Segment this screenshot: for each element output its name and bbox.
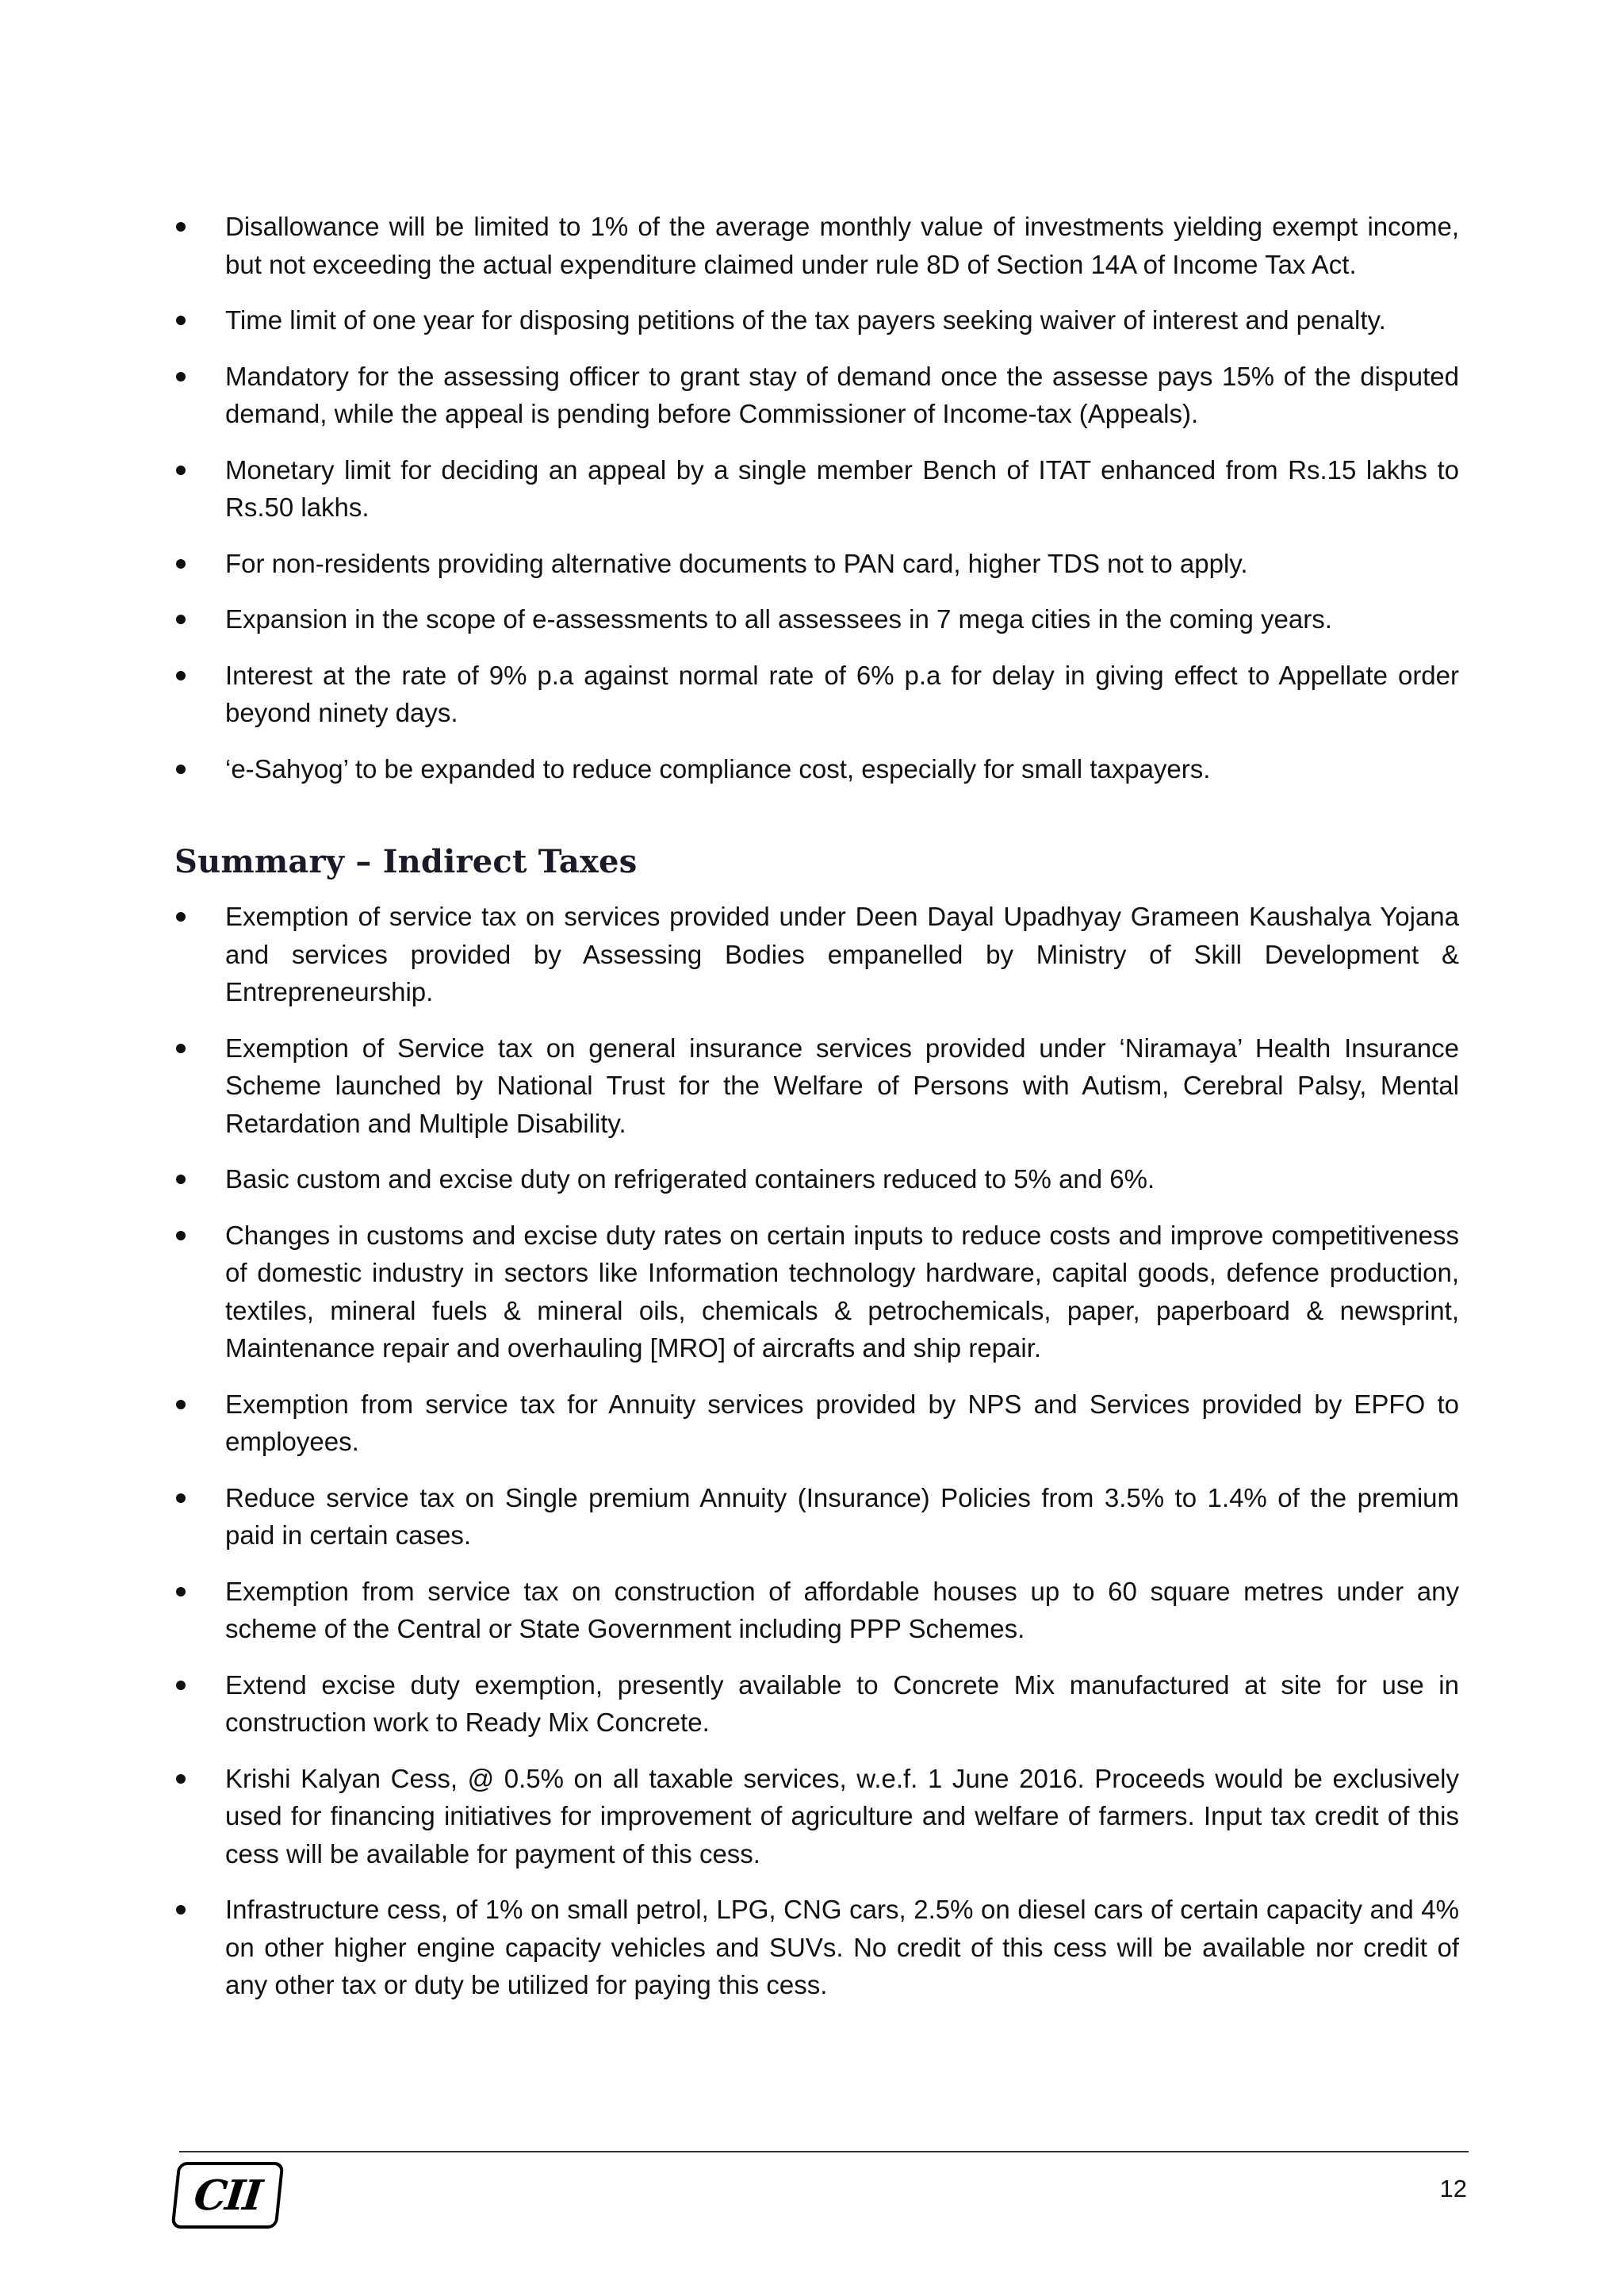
bullet-icon <box>176 1400 186 1409</box>
footer-divider <box>179 2151 1469 2152</box>
page-number: 12 <box>1439 2175 1467 2202</box>
bullet-icon <box>176 1774 186 1784</box>
section-heading-indirect-taxes: Summary – Indirect Taxes <box>174 843 638 880</box>
bullet-icon <box>176 1044 186 1053</box>
bullet-icon <box>176 466 186 475</box>
list-item-text: Exemption from service tax on construction of affordable houses up to 60 square metres under any scheme of the Central or State Government including PPP Schemes. <box>225 1576 1459 1643</box>
list-item-text: Extend excise duty exemption, presently available to Concrete Mix manufactured at site for use in construction work to Ready Mix Concrete. <box>225 1669 1459 1737</box>
list-item-text: For non-residents providing alternative documents to PAN card, higher TDS not to apply. <box>225 548 1248 578</box>
list-item-text: ‘e-Sahyog’ to be expanded to reduce compliance cost, especially for small taxpayers. <box>225 753 1211 784</box>
list-item-text: Monetary limit for deciding an appeal by a single member Bench of ITAT enhanced from Rs.15 lakhs to Rs.50 lakhs. <box>225 454 1459 522</box>
list-item-text: Reduce service tax on Single premium Annuity (Insurance) Policies from 3.5% to 1.4% of the premium paid in certain cases. <box>225 1482 1459 1550</box>
list-item-text: Disallowance will be limited to 1% of the average monthly value of investments yielding exempt income, but not exceeding the actual expenditure claimed under rule 8D of Section 14A of Income Tax Act. <box>225 212 1459 279</box>
list-item <box>174 358 1459 433</box>
list-item-text: Changes in customs and excise duty rates on certain inputs to reduce costs and improve competitiveness of domestic industry in sectors like Information technology hardware, capital goods, defence production, textiles, mineral fuels & mineral oils, chemicals & petrochemicals, paper, paperboard & newsprint, Maintenance repair and overhauling [MRO] of aircrafts and ship repair. <box>225 1220 1459 1363</box>
list-item <box>174 657 1459 732</box>
indirect-tax-list <box>174 898 1459 2004</box>
list-item <box>174 208 1459 283</box>
bullet-icon <box>176 615 186 624</box>
bullet-icon <box>176 1231 186 1240</box>
bullet-icon <box>176 316 186 325</box>
list-item-text: Infrastructure cess, of 1% on small petrol, LPG, CNG cars, 2.5% on diesel cars of certain capacity and 4% on other higher engine capacity vehicles and SUVs. No credit of this cess will be available nor credit of any other tax or duty be utilized for paying this cess. <box>225 1895 1459 1999</box>
list-item <box>174 1029 1459 1143</box>
list-item <box>174 1666 1459 1742</box>
bullet-icon <box>176 912 186 922</box>
bullet-icon <box>176 1587 186 1596</box>
list-item <box>174 1160 1459 1198</box>
list-item-text: Expansion in the scope of e-assessments to all assessees in 7 mega cities in the coming years. <box>225 604 1332 634</box>
bullet-icon <box>176 1905 186 1915</box>
list-item-text: Basic custom and excise duty on refrigerated containers reduced to 5% and 6%. <box>225 1164 1155 1194</box>
list-item-text: Exemption of Service tax on general insurance services provided under ‘Niramaya’ Health Insurance Scheme launched by National Trust for the Welfare of Persons with Autism, Cerebral Palsy, Mental Retardation and Multiple Disability. <box>225 1033 1459 1138</box>
list-item <box>174 750 1459 788</box>
bullet-icon <box>176 222 186 232</box>
list-item-text: Exemption from service tax for Annuity services provided by NPS and Services provided by EPFO to employees. <box>225 1389 1459 1456</box>
list-item <box>174 898 1459 1011</box>
list-item <box>174 1386 1459 1461</box>
list-item <box>174 301 1459 339</box>
bullet-icon <box>176 372 186 381</box>
bullet-icon <box>176 1175 186 1184</box>
cii-logo: CII <box>171 2162 285 2229</box>
bullet-icon <box>176 1493 186 1503</box>
list-item <box>174 600 1459 638</box>
list-item <box>174 1217 1459 1367</box>
page-content <box>174 208 1459 2022</box>
bullet-icon <box>176 1681 186 1690</box>
list-item <box>174 1891 1459 2004</box>
list-item <box>174 1760 1459 1873</box>
list-item <box>174 1479 1459 1554</box>
list-item <box>174 545 1459 583</box>
list-item <box>174 1573 1459 1648</box>
bullet-icon <box>176 559 186 569</box>
list-item-text: Krishi Kalyan Cess, @ 0.5% on all taxable services, w.e.f. 1 June 2016. Proceeds would be exclusively used for financing initiatives for improvement of agriculture and welfare of farmers. Input tax credit of this cess will be available for payment of this cess. <box>225 1763 1459 1869</box>
bullet-icon <box>176 671 186 680</box>
list-item-text: Mandatory for the assessing officer to grant stay of demand once the assesse pays 15% of the disputed demand, while the appeal is pending before Commissioner of Income-tax (Appeals). <box>225 361 1459 428</box>
list-item-text: Interest at the rate of 9% p.a against normal rate of 6% p.a for delay in giving effect to Appellate order beyond ninety days. <box>225 660 1459 727</box>
direct-tax-list <box>174 208 1459 788</box>
bullet-icon <box>176 765 186 774</box>
list-item <box>174 451 1459 527</box>
list-item-text: Time limit of one year for disposing petitions of the tax payers seeking waiver of interest and penalty. <box>225 305 1386 335</box>
list-item-text: Exemption of service tax on services provided under Deen Dayal Upadhyay Grameen Kaushalya Yojana and services provided by Assessing Bodies empanelled by Ministry of Skill Development & Entrepreneurship. <box>225 902 1459 1006</box>
